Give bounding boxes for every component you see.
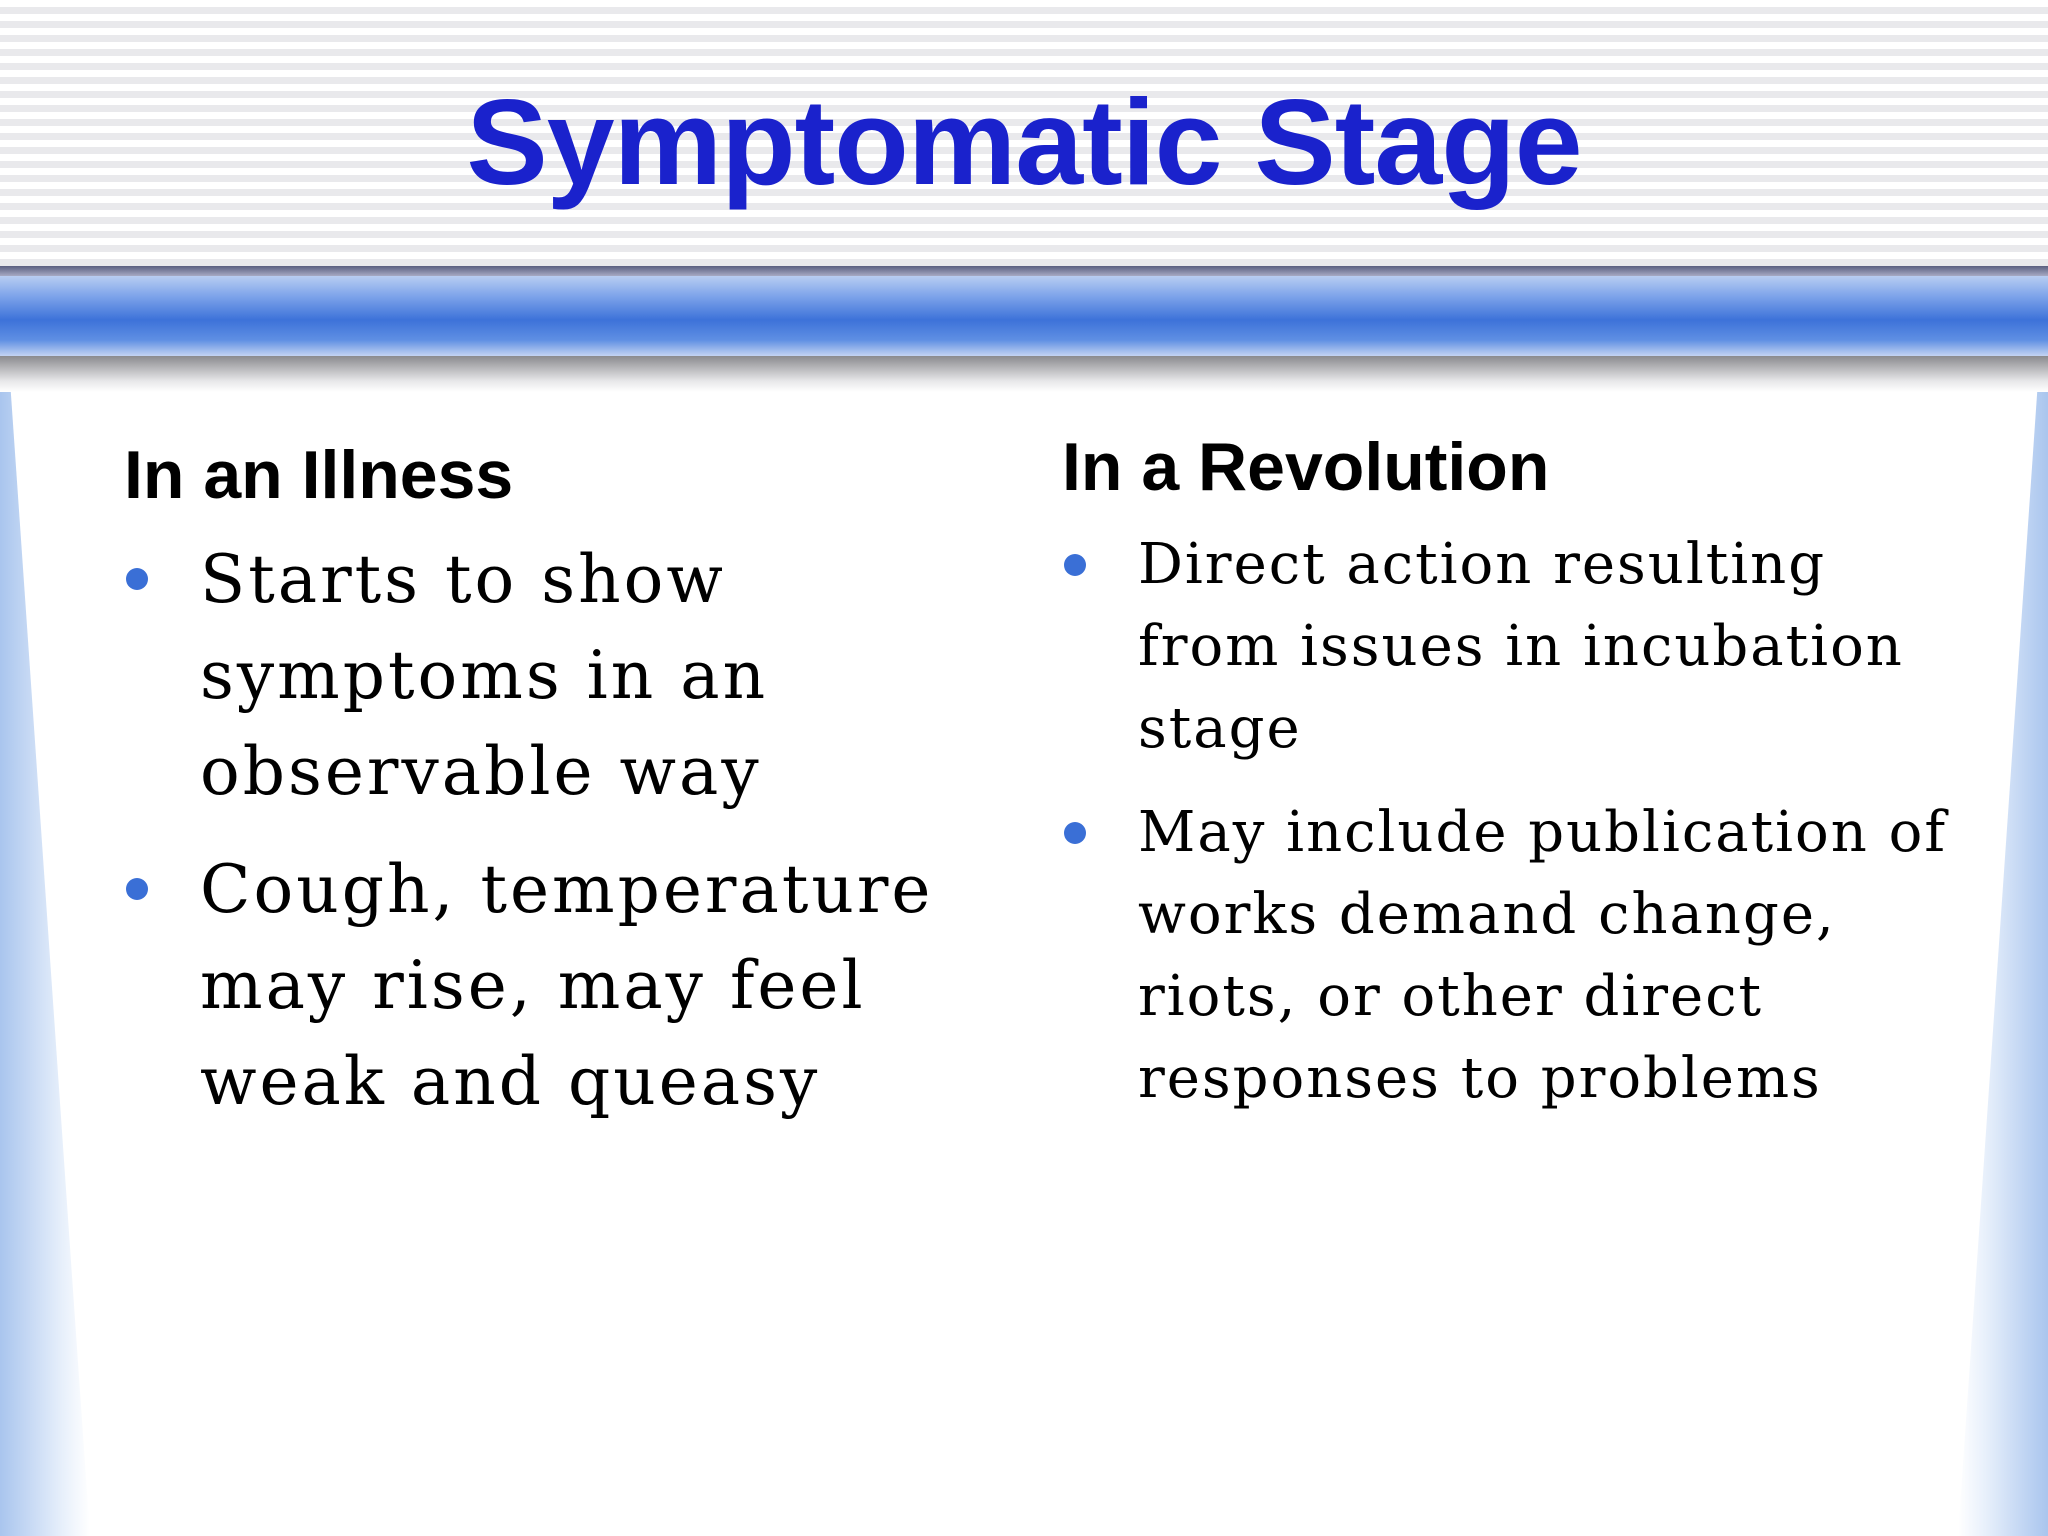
bullet-text: Starts to show symptoms in an observable way bbox=[200, 541, 769, 810]
bullet-text: May include publication of works demand change, riots, or other direct responses to problems bbox=[1138, 800, 1948, 1111]
bullet-icon bbox=[126, 878, 148, 900]
slide-title: Symptomatic Stage bbox=[466, 74, 1582, 210]
right-side-gradient bbox=[1958, 392, 2048, 1536]
header-divider bbox=[0, 266, 2048, 276]
left-side-gradient bbox=[0, 392, 90, 1536]
bullet-text: Direct action resulting from issues in incubation stage bbox=[1138, 532, 1904, 761]
blue-gradient-bar bbox=[0, 276, 2048, 356]
left-bullet-list bbox=[124, 532, 964, 1130]
right-column-heading: In a Revolution bbox=[1062, 429, 1550, 505]
right-column bbox=[1062, 430, 1962, 1142]
list-item bbox=[1062, 524, 1962, 770]
bar-shadow bbox=[0, 356, 2048, 392]
bullet-icon bbox=[1064, 554, 1086, 576]
bullet-text: Cough, temperature may rise, may feel weak and queasy bbox=[200, 851, 934, 1120]
right-bullet-list bbox=[1062, 524, 1962, 1120]
list-item bbox=[124, 842, 964, 1130]
bullet-icon bbox=[126, 568, 148, 590]
left-column-heading: In an Illness bbox=[124, 437, 514, 513]
left-column bbox=[124, 430, 964, 1152]
list-item bbox=[1062, 792, 1962, 1120]
bullet-icon bbox=[1064, 822, 1086, 844]
list-item bbox=[124, 532, 964, 820]
